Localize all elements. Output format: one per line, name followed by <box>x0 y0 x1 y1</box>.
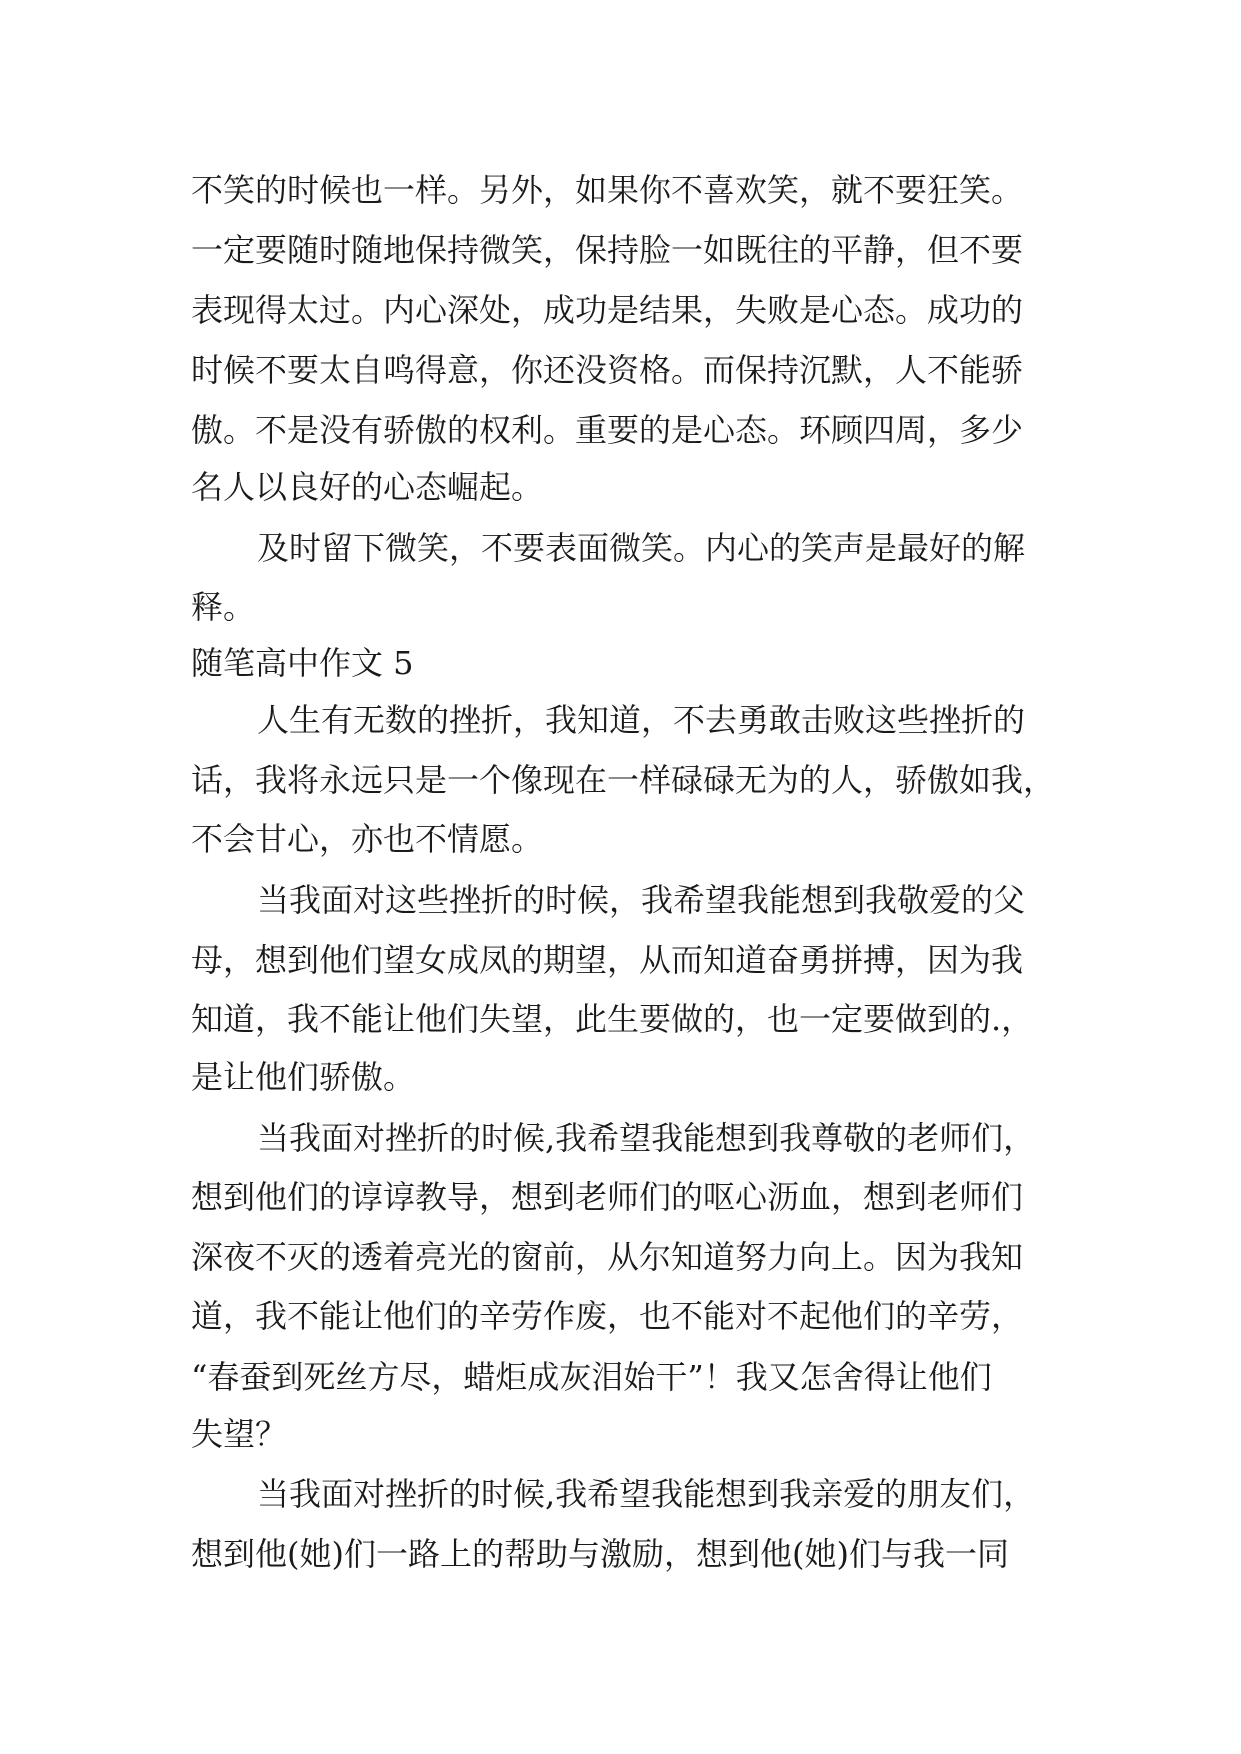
text-line: 时候不要太自鸣得意，你还没资格。而保持沉默，人不能骄 <box>191 351 1024 389</box>
text-line: 表现得太过。内心深处，成功是结果，失败是心态。成功的 <box>191 291 1024 329</box>
text-line: 不笑的时候也一样。另外，如果你不喜欢笑，就不要狂笑。 <box>191 171 1024 209</box>
text-line: 当我面对挫折的时候,我希望我能想到我尊敬的老师们， <box>257 1119 1036 1157</box>
text-line: 人生有无数的挫折，我知道，不去勇敢击败这些挫折的 <box>257 701 1026 739</box>
text-line: 想到他们的谆谆教导，想到老师们的呕心沥血，想到老师们 <box>191 1178 1024 1216</box>
text-line: 及时留下微笑，不要表面微笑。内心的笑声是最好的解 <box>257 529 1026 567</box>
text-line: 傲。不是没有骄傲的权利。重要的是心态。环顾四周，多少 <box>191 411 1024 449</box>
text-line: 母，想到他们望女成凤的期望，从而知道奋勇拼搏，因为我 <box>191 941 1024 979</box>
text-line: 当我面对这些挫折的时候，我希望我能想到我敬爱的父 <box>257 881 1026 919</box>
text-line: 名人以良好的心态崛起。 <box>191 468 544 506</box>
text-line: “春蚕到死丝方尽，蜡炬成灰泪始干”！我又怎舍得让他们 <box>191 1358 992 1396</box>
section-heading: 随笔高中作文 5 <box>191 644 414 682</box>
text-line: 是让他们骄傲。 <box>191 1058 416 1096</box>
text-line: 深夜不灭的透着亮光的窗前，从尔知道努力向上。因为我知 <box>191 1238 1024 1276</box>
text-line: 释。 <box>191 588 256 626</box>
text-line: 想到他(她)们一路上的帮助与激励，想到他(她)们与我一同 <box>191 1535 1009 1573</box>
text-line: 话，我将永远只是一个像现在一样碌碌无为的人，骄傲如我， <box>191 761 1056 799</box>
text-line: 不会甘心，亦也不情愿。 <box>191 820 544 858</box>
text-line: 知道，我不能让他们失望，此生要做的，也一定要做到的.， <box>191 1000 1034 1038</box>
text-line: 道，我不能让他们的辛劳作废，也不能对不起他们的辛劳， <box>191 1297 1024 1335</box>
text-line: 失望？ <box>191 1415 288 1453</box>
text-line: 一定要随时随地保持微笑，保持脸一如既往的平静，但不要 <box>191 231 1024 269</box>
text-line: 当我面对挫折的时候,我希望我能想到我亲爱的朋友们， <box>257 1475 1036 1513</box>
